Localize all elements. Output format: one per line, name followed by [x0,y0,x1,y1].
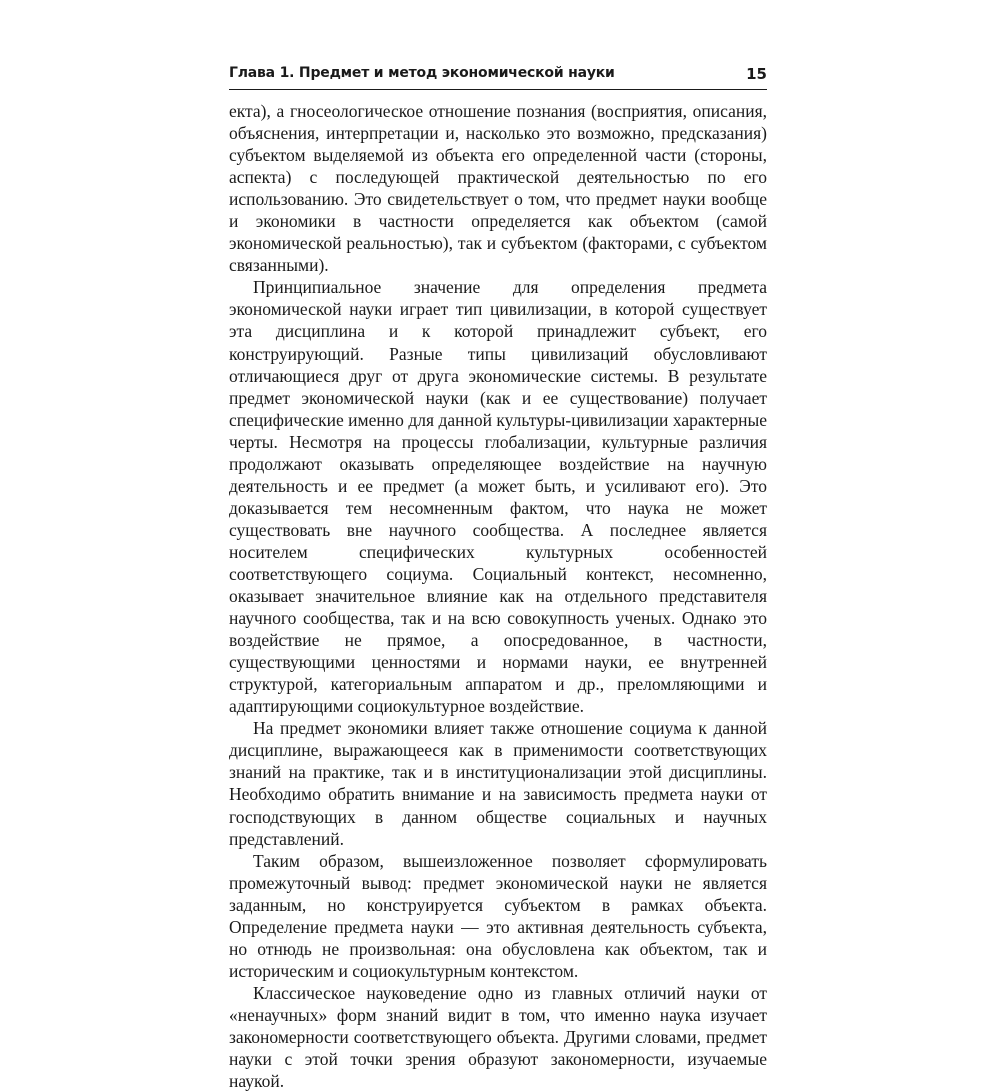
paragraph: Классическое науковедение одно из главных отличий науки от «ненаучных» форм знаний видит в том, что именно наука изучает закономерности соответствующего объекта. Другими словами, предмет науки с этой точки зрения образуют закономерности, изучаемые наукой. [229,982,767,1092]
paragraph: На предмет экономики влияет также отношение социума к данной дисциплине, выражающееся как в применимости соответствующих знаний на практике, так и в институционализации этой дисциплины. Необходимо обратить внимание и на зависимость предмета науки от господствующих в данном обществе социальных и научных представлений. [229,718,767,849]
page-number: 15 [746,65,767,83]
paragraph: Таким образом, вышеизложенное позволяет сформулировать промежуточный вывод: предмет экономической науки не является заданным, но конструируется субъектом в рамках объекта. Определение предмета науки — это активная деятельность субъекта, но отнюдь не произвольная: она обусловлена как объектом, так и историческим и социокультурным контекстом. [229,850,767,981]
body-text [229,100,767,1092]
chapter-title: Глава 1. Предмет и метод экономической науки [229,65,615,81]
paragraph: екта), а гносеологическое отношение познания (восприятия, описания, объяснения, интерпретации и, насколько это возможно, предсказания) субъектом выделяемой из объекта его определенной части (стороны, аспекта) с последующей практической деятельностью по его использованию. Это свидетельствует о том, что предмет науки вообще и экономики в частности определяется как объектом (самой экономической реальностью), так и субъектом (факторами, с субъектом связанными). [229,101,767,276]
running-head [229,63,767,90]
paragraph: Принципиальное значение для определения предмета экономической науки играет тип цивилизации, в которой существует эта дисциплина и к которой принадлежит субъект, его конструирующий. Разные типы цивилизаций обусловливают отличающиеся друг от друга экономические системы. В результате предмет экономической науки (как и ее существование) получает специфические именно для данной культуры-цивилизации характерные черты. Несмотря на процессы глобализации, культурные различия продолжают оказывать определяющее воздействие на научную деятельность и ее предмет (а может быть, и усиливают его). Это доказывается тем несомненным фактом, что наука не может существовать вне научного сообщества. А последнее является носителем специфических культурных особенностей соответствующего социума. Социальный контекст, несомненно, оказывает значительное влияние как на отдельного представителя научного сообщества, так и на всю совокупность ученых. Однако это воздействие не прямое, а опосредованное, в частности, существующими ценностями и нормами науки, ее внутренней структурой, категориальным аппаратом и др., преломляющими и адаптирующими социокультурное воздействие. [229,277,767,717]
